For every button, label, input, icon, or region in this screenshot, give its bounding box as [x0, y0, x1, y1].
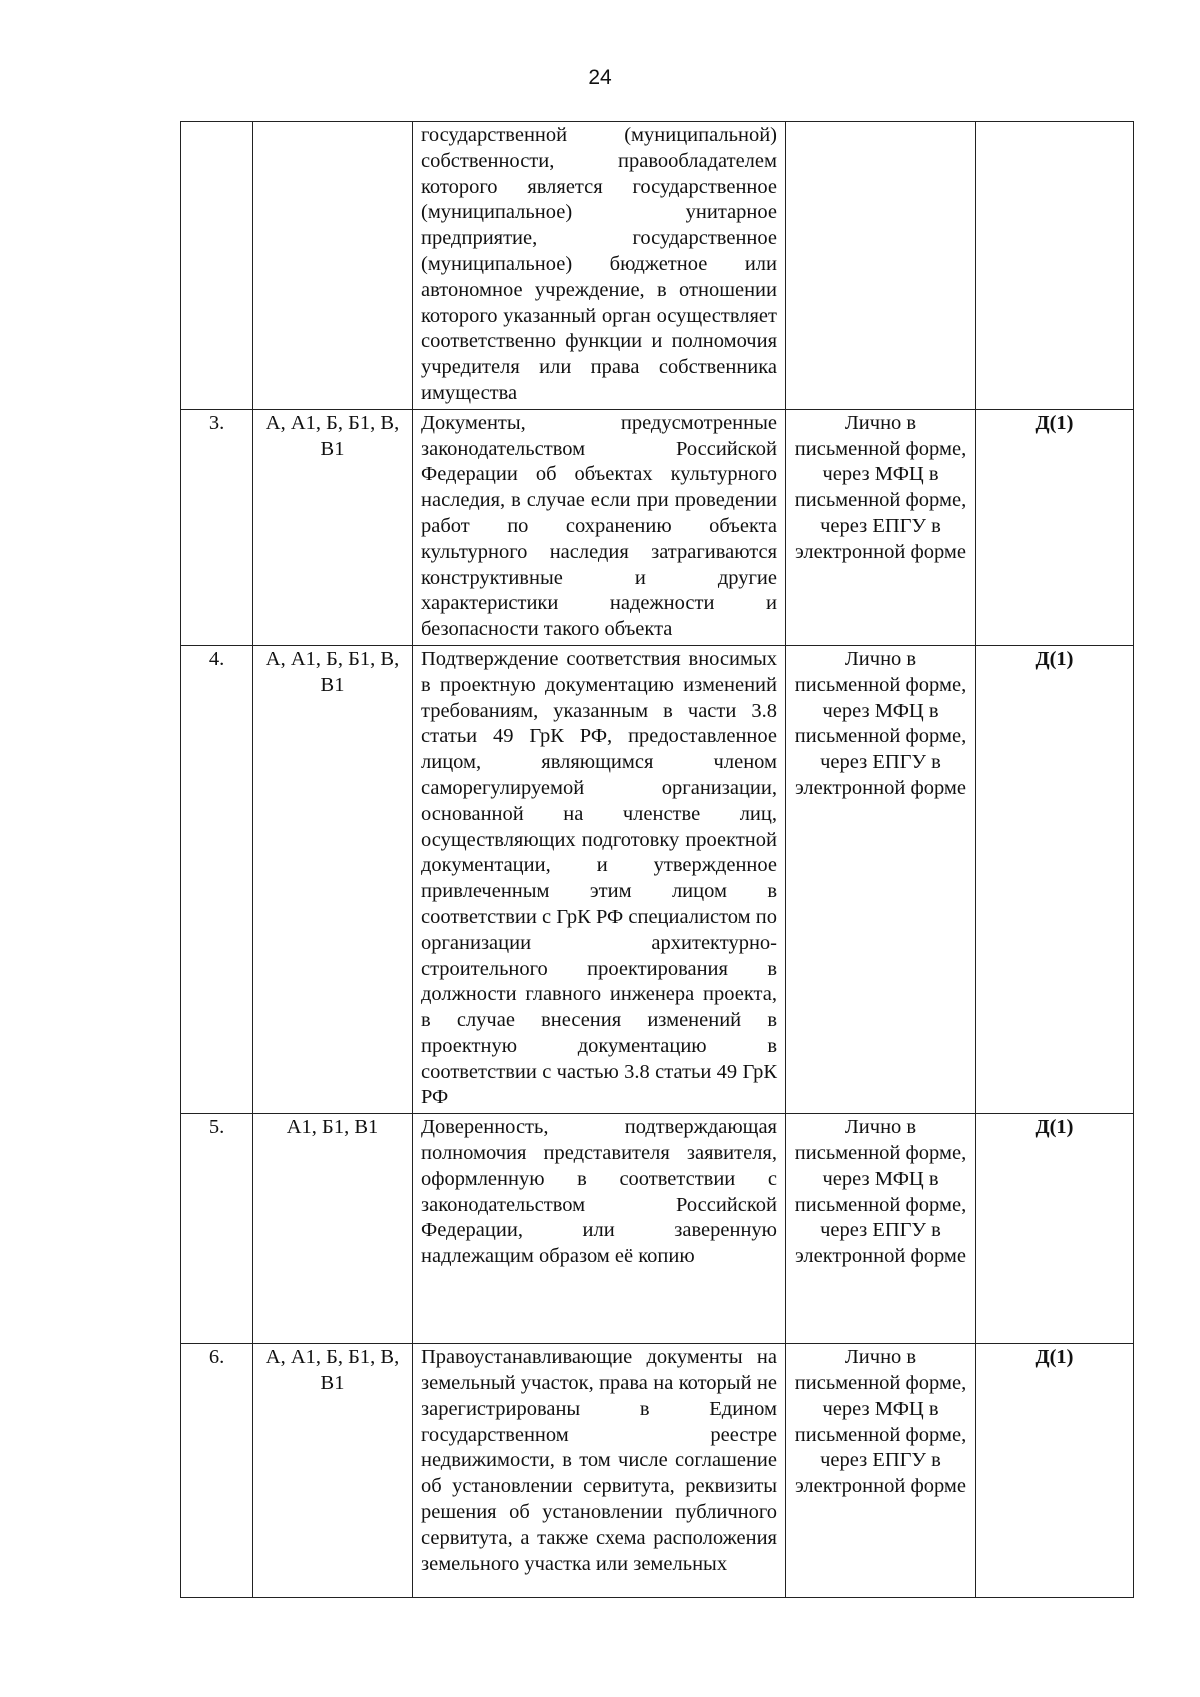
document-description: Подтверждение соответствия вносимых в проектную документацию изменений требованиям, указанным в части 3.8 статьи 49 ГрК РФ, предоставленное лицом, являющимся членом саморегулируемой организации, основанной на членстве лиц, осуществляющих подготовку проектной документации, и утвержденное привлеченным этим лицом в соответствии с ГрК РФ специалистом по организации архитектурно-строительного проектирования в должности главного инженера проекта, в случае внесения изменений в проектную документацию в соответствии с частью 3.8 статьи 49 ГрК РФ — [413, 645, 786, 1113]
table-row — [181, 122, 1134, 410]
document-description: государственной (муниципальной) собственности, правообладателем которого является государственное (муниципальное) унитарное предприятие, государственное (муниципальное) бюджетное или автономное учреждение, в отношении которого указанный орган осуществляет соответственно функции и полномочия учредителя или права собственника имущества — [413, 122, 786, 410]
document-description: Правоустанавливающие документы на земельный участок, права на который не зарегистрированы в Едином государственном реестре недвижимости, в том числе соглашение об установлении сервитута, реквизиты решения об установлении публичного сервитута, а также схема расположения земельного участка или земельных — [413, 1344, 786, 1598]
submission-method — [786, 122, 976, 410]
document-kind — [976, 122, 1134, 410]
submission-method: Лично в письменной форме, через МФЦ в письменной форме, через ЕПГУ в электронной форме — [786, 1344, 976, 1598]
applicant-categories — [253, 122, 413, 410]
submission-method: Лично в письменной форме, через МФЦ в письменной форме, через ЕПГУ в электронной форме — [786, 645, 976, 1113]
row-number: 5. — [181, 1114, 253, 1344]
row-number: 4. — [181, 645, 253, 1113]
table-row — [181, 645, 1134, 1113]
page-number: 24 — [588, 66, 612, 89]
row-number — [181, 122, 253, 410]
table-row — [181, 1344, 1134, 1598]
document-description: Документы, предусмотренные законодательством Российской Федерации об объектах культурного наследия, в случае если при проведении работ по сохранению объекта культурного наследия затрагиваются конструктивные и другие характеристики надежности и безопасности такого объекта — [413, 409, 786, 645]
submission-method: Лично в письменной форме, через МФЦ в письменной форме, через ЕПГУ в электронной форме — [786, 1114, 976, 1344]
table-row — [181, 409, 1134, 645]
document-kind: Д(1) — [976, 1344, 1134, 1598]
row-number: 3. — [181, 409, 253, 645]
applicant-categories: А, А1, Б, Б1, В, В1 — [253, 1344, 413, 1598]
document-kind: Д(1) — [976, 645, 1134, 1113]
document-kind: Д(1) — [976, 1114, 1134, 1344]
document-kind: Д(1) — [976, 409, 1134, 645]
applicant-categories: А1, Б1, В1 — [253, 1114, 413, 1344]
documents-table — [180, 121, 1134, 1598]
applicant-categories: А, А1, Б, Б1, В, В1 — [253, 409, 413, 645]
applicant-categories: А, А1, Б, Б1, В, В1 — [253, 645, 413, 1113]
document-description: Доверенность, подтверждающая полномочия представителя заявителя, оформленную в соответствии с законодательством Российской Федерации, или заверенную надлежащим образом её копию — [413, 1114, 786, 1344]
submission-method: Лично в письменной форме, через МФЦ в письменной форме, через ЕПГУ в электронной форме — [786, 409, 976, 645]
table-row — [181, 1114, 1134, 1344]
row-number: 6. — [181, 1344, 253, 1598]
